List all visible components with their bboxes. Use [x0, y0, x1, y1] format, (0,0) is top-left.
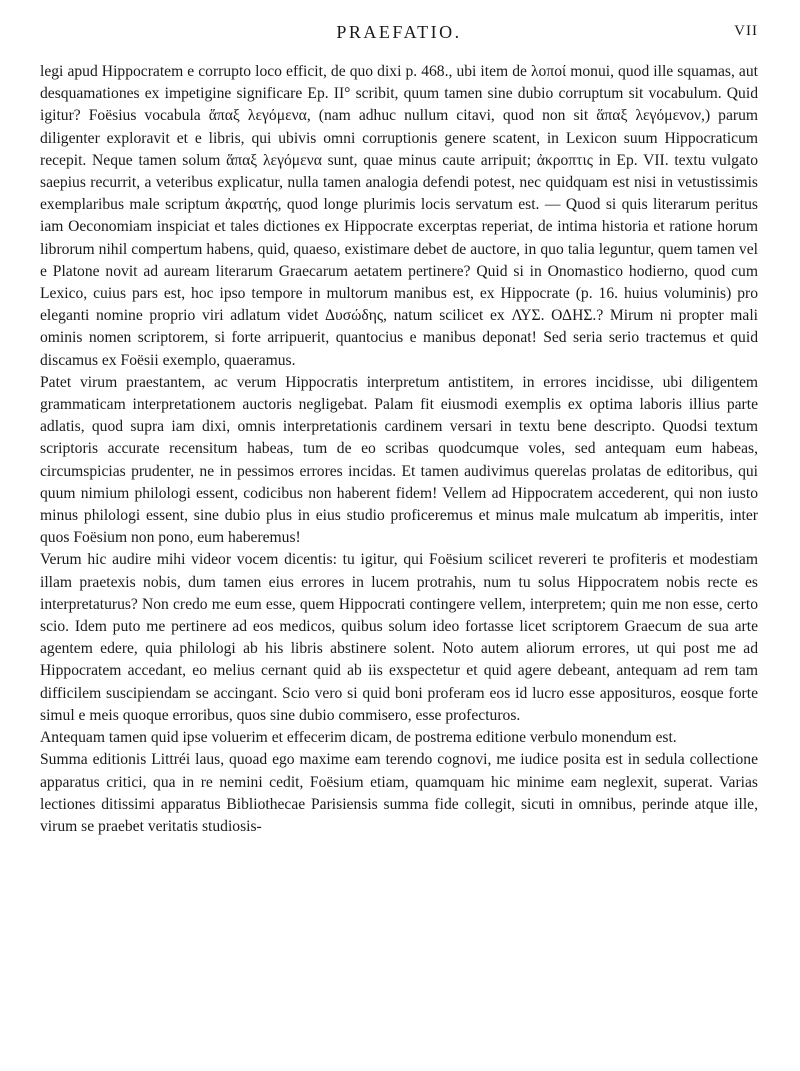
page-number: VII [734, 23, 758, 39]
running-head [40, 22, 758, 48]
body-text [40, 61, 758, 838]
paragraph-2: Patet virum praestantem, ac verum Hippocratis interpretum antistitem, in errores incidisse, ubi diligentem grammaticam interpretationem auctoris negligebat. Palam fit eiusmodi exemplis ex optima laboris illius parte adlatis, quod supra iam dixi, omnis interpretationis cardinem versari in textu bene descripto. Quodsi textum scriptoris accurate recensitum habeas, tum de eo scribas quodcumque voles, sed antequam eum habeas, circumspicias prudenter, ne in pessimos errores incidas. Et tamen audivimus querelas prolatas de editoribus, qui quum nimium philologi essent, codicibus non haberent fidem! Vellem ad Hippocratem accederent, qui non iusto minus philologi essent, sine dubio plus in eius studio proficeremus et minus male mulcatum ab imperitis, inter quos Foësium non pono, eum haberemus! [40, 373, 758, 547]
running-title: PRAEFATIO. [336, 22, 462, 42]
paragraph-1: legi apud Hippocratem e corrupto loco efficit, de quo dixi p. 468., ubi item de λοποί monui, quod ille squamas, aut desquamationes ex impetigine significare Ep. II° scribit, quum tamen sine dubio corruptum sit vocabulum. Quid igitur? Foësius vocabula ἅπαξ λεγόμενα, (nam adhuc nullum citavi, quod non sit ἅπαξ λεγόμενον,) parum diligenter exploravit et e libris, qui ubivis omni corruptionis genere scatent, in Lexicon suum Hippocraticum recepit. Neque tamen solum ἅπαξ λεγόμενα sunt, quae minus caute arripuit; ἀκροπτις in Ep. VII. textu vulgato saepius recurrit, a veteribus explicatur, nulla tamen analogia defendi potest, nec quidquam est nisi in vetustissimis exemplaribus male scriptum ἀκρατής, quod longe plurimis locis servatum est. — Quod si quis literarum peritus iam Oeconomiam inspiciat et tales dictiones ex Hippocrate excerptas reperiat, de intima historia et ratione horum librorum nihil compertum habens, quid, quaeso, existimare debet de auctore, in quo talia leguntur, quem tamen vel e Platone novit ad auream literarum Graecarum aetatem pertinere? Quid si in Onomastico hodierno, quod cum Lexico, cuius pars est, hoc ipso tempore in multorum manibus est, ex Hippocrate (p. 16. huius voluminis) pro eleganti nomine proprio viri adlatum videt Δυσώδης, natum scilicet ex ΛΥΣ. ΟΔΗΣ.? Mirum ni propter mali ominis nomen scriptorem, si forte arripuerit, quantocius e manibus deponat! Sed seria serio tractemus et quid discamus ex Foësii exemplo, quaeramus. [40, 63, 758, 369]
paragraph-3: Verum hic audire mihi videor vocem dicentis: tu igitur, qui Foësium scilicet revereri te profiteris et modestiam illam praetexis nobis, dum tamen eius errores in lucem protrahis, num tu solus Hippocratem nobis recte es interpretaturus? Non credo me eum esse, quem Hippocrati contingere vellem, interpretem; quin me non esse, certo scio. Idem puto me pertinere ad eos medicos, quibus solum ideo fortasse licet scriptorem Graecum de sua arte agentem edere, quia philologi ab his libris abstinere solent. Noto autem aliorum errores, ut qui post me ad Hippocratem accedant, eo melius cernant quid ab iis exspectetur et quid agere debeant, antequam ad rem tam difficilem suscipiendam se accingant. Scio vero si quid boni proferam eos id lucro esse apposituros, eosque forte simul e meis quoque erroribus, quos sine dubio commisero, esse profecturos. [40, 551, 758, 724]
paragraph-4: Antequam tamen quid ipse voluerim et effecerim dicam, de postrema editione verbulo monendum est. [40, 729, 677, 747]
book-page [40, 0, 758, 1071]
paragraph-5: Summa editionis Littréi laus, quoad ego maxime eam terendo cognovi, me iudice posita est in sedula collectione apparatus critici, qua in re nemini cedit, Foësium etiam, quamquam hic minime eam neglexit, superat. Varias lectiones ditissimi apparatus Bibliothecae Parisiensis summa fide collegit, sicuti in omnibus, perinde atque ille, virum se praebet veritatis studiosis- [40, 751, 758, 835]
